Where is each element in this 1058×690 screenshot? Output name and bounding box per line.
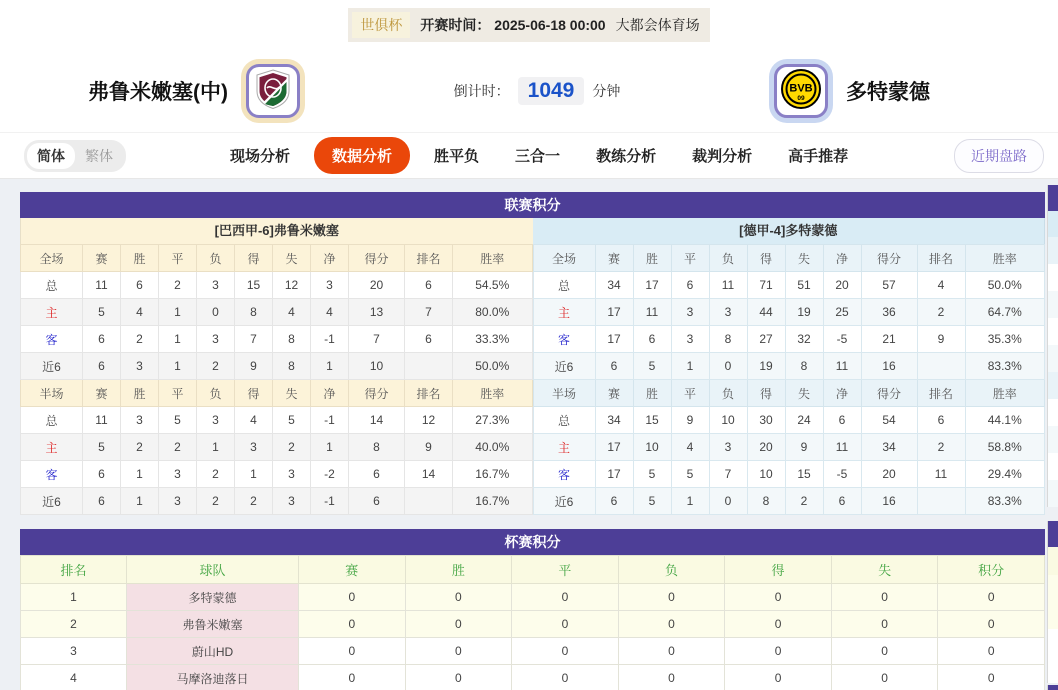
tab-裁判分析[interactable]: 裁判分析 (680, 137, 764, 174)
lang-traditional[interactable]: 繁体 (85, 147, 113, 164)
home-halftime-row-总: 总 11 3 5 3 4 5 -1 14 12 27.3% (21, 407, 533, 434)
home-halftime-column-header: 半场 赛 胜 平 负 得 失 净 得分 排名 胜率 (21, 380, 533, 407)
away-team-logo (774, 64, 828, 118)
cup-row-多特蒙德: 1 多特蒙德 0 0 0 0 0 0 0 (21, 584, 1045, 611)
nav-tabs (218, 137, 860, 174)
tab-数据分析[interactable]: 数据分析 (314, 137, 410, 174)
home-league-half (20, 218, 533, 515)
home-fulltime-row-主: 主 5 4 1 0 8 4 4 13 7 80.0% (21, 299, 533, 326)
main-content (0, 179, 1058, 690)
home-league-body (20, 244, 533, 515)
home-team-name: 弗鲁米嫩塞(中) (88, 81, 228, 104)
svg-text:09: 09 (797, 94, 805, 102)
league-points-title: 联赛积分 (20, 192, 1045, 218)
countdown-unit: 分钟 (592, 83, 621, 99)
away-fulltime-row-主: 主 17 11 3 3 44 19 25 36 2 64.7% (533, 299, 1045, 326)
countdown-label: 倒计时： (453, 83, 510, 99)
home-league-table (20, 244, 533, 515)
match-info-row (0, 0, 1058, 42)
cup-team-name: 马摩洛迪落日 (127, 665, 299, 690)
cup-row-马摩洛迪落日: 4 马摩洛迪落日 0 0 0 0 0 0 0 (21, 665, 1045, 690)
tab-教练分析[interactable]: 教练分析 (584, 137, 668, 174)
away-team-group (774, 64, 930, 118)
cup-table-body (20, 555, 1045, 690)
home-halftime-row-近6: 近6 6 1 3 2 2 3 -1 6 16.7% (21, 488, 533, 515)
home-fulltime-column-header: 全场 赛 胜 平 负 得 失 净 得分 排名 胜率 (21, 245, 533, 272)
away-halftime-column-header: 半场 赛 胜 平 负 得 失 净 得分 排名 胜率 (533, 380, 1045, 407)
home-fulltime-row-总: 总 11 6 2 3 15 12 3 20 6 54.5% (21, 272, 533, 299)
tab-胜平负[interactable]: 胜平负 (422, 137, 491, 174)
away-halftime-row-主: 主 17 10 4 3 20 9 11 34 2 58.8% (533, 434, 1045, 461)
cup-points-section (20, 529, 1045, 690)
countdown (454, 77, 621, 105)
cup-team-name: 蔚山HD (127, 638, 299, 665)
home-halftime-row-主: 主 5 2 2 1 3 2 1 8 9 40.0% (21, 434, 533, 461)
teams-row (0, 50, 1058, 132)
fluminense-crest-icon (255, 69, 291, 114)
away-league-header: [德甲-4]多特蒙德 (533, 218, 1046, 244)
league-points-table (20, 218, 1045, 515)
cup-team-name: 弗鲁米嫩塞 (127, 611, 299, 638)
away-fulltime-row-近6: 近6 6 5 1 0 19 8 11 16 83.3% (533, 353, 1045, 380)
away-league-body (533, 244, 1046, 515)
tab-三合一[interactable]: 三合一 (503, 137, 572, 174)
home-fulltime-row-近6: 近6 6 3 1 2 9 8 1 10 50.0% (21, 353, 533, 380)
away-league-half (533, 218, 1046, 515)
tab-高手推荐[interactable]: 高手推荐 (776, 137, 860, 174)
away-halftime-row-客: 客 17 5 5 7 10 15 -5 20 11 29.4% (533, 461, 1045, 488)
nav-bar (0, 132, 1058, 179)
lang-simplified[interactable]: 简体 (27, 143, 75, 169)
home-league-header: [巴西甲-6]弗鲁米嫩塞 (20, 218, 533, 244)
cup-points-table (20, 555, 1045, 690)
dortmund-crest-icon (781, 69, 821, 114)
away-halftime-row-总: 总 34 15 9 10 30 24 6 54 6 44.1% (533, 407, 1045, 434)
countdown-value: 1049 (518, 77, 585, 105)
league-badge: 世俱杯 (352, 12, 410, 38)
match-info-bar (348, 8, 709, 42)
away-fulltime-row-客: 客 17 6 3 8 27 32 -5 21 9 35.3% (533, 326, 1045, 353)
cup-points-title: 杯赛积分 (20, 529, 1045, 555)
cup-row-弗鲁米嫩塞: 2 弗鲁米嫩塞 0 0 0 0 0 0 0 (21, 611, 1045, 638)
away-league-table (533, 244, 1046, 515)
away-halftime-row-近6: 近6 6 5 1 0 8 2 6 16 83.3% (533, 488, 1045, 515)
cup-column-header: 排名 球队 赛 胜 平 负 得 失 积分 (21, 556, 1045, 584)
kickoff-time: 开赛时间： 2025-06-18 00:00 (420, 17, 606, 33)
away-fulltime-row-总: 总 34 17 6 11 71 51 20 57 4 50.0% (533, 272, 1045, 299)
home-fulltime-row-客: 客 6 2 1 3 7 8 -1 7 6 33.3% (21, 326, 533, 353)
home-team-logo (246, 64, 300, 118)
away-team-name: 多特蒙德 (846, 81, 930, 104)
overflow-sliver (1047, 185, 1058, 690)
away-fulltime-column-header: 全场 赛 胜 平 负 得 失 净 得分 排名 胜率 (533, 245, 1045, 272)
venue: 大都会体育场 (615, 17, 700, 33)
cup-team-name: 多特蒙德 (127, 584, 299, 611)
home-team-group (88, 64, 300, 118)
tab-现场分析[interactable]: 现场分析 (218, 137, 302, 174)
recent-odds-button[interactable]: 近期盘路 (954, 139, 1044, 173)
language-toggle[interactable] (24, 140, 126, 172)
cup-row-蔚山HD: 3 蔚山HD 0 0 0 0 0 0 0 (21, 638, 1045, 665)
svg-text:BVB: BVB (789, 82, 813, 94)
home-halftime-row-客: 客 6 1 3 2 1 3 -2 6 14 16.7% (21, 461, 533, 488)
